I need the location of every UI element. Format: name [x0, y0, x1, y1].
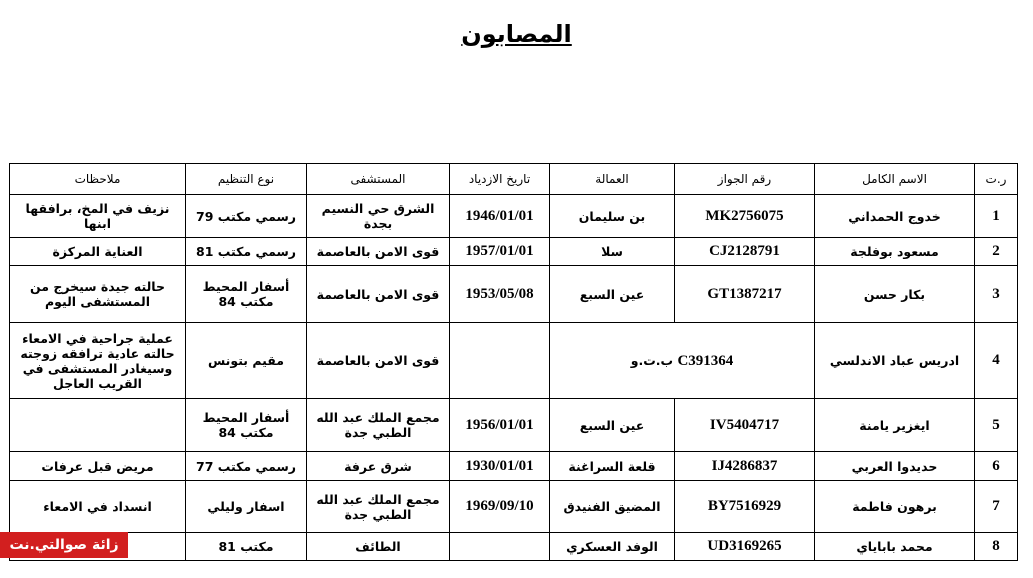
cell-notes: انسداد في الامعاء — [10, 481, 186, 533]
table-row — [10, 195, 1018, 238]
cell-hospital: مجمع الملك عبد الله الطبي جدة — [307, 399, 450, 452]
cell-passport: IV5404717 — [675, 399, 815, 452]
cell-name: ادريس عباد الاندلسي — [815, 323, 975, 399]
cell-type: رسمي مكتب 77 — [186, 452, 307, 481]
cell-merged-passport — [550, 323, 815, 399]
table-row — [10, 238, 1018, 266]
cell-name: حديدوا العربي — [815, 452, 975, 481]
merged-code: C391364 — [677, 352, 734, 369]
cell-province: قلعة السراغنة — [550, 452, 675, 481]
cell-birth — [450, 533, 550, 561]
cell-birth: 1946/01/01 — [450, 195, 550, 238]
cell-notes — [10, 399, 186, 452]
cell-index: 1 — [975, 195, 1018, 238]
cell-birth: 1969/09/10 — [450, 481, 550, 533]
header-notes: ملاحظات — [10, 164, 186, 195]
cell-passport: CJ2128791 — [675, 238, 815, 266]
header-name: الاسم الكامل — [815, 164, 975, 195]
cell-type: مكتب 81 — [186, 533, 307, 561]
table-row — [10, 533, 1018, 561]
cell-birth: 1930/01/01 — [450, 452, 550, 481]
cell-province: عين السبع — [550, 266, 675, 323]
cell-index: 8 — [975, 533, 1018, 561]
page-title: المصابون — [461, 20, 572, 48]
merged-prefix: ب.ت.و — [630, 352, 674, 368]
cell-passport: IJ4286837 — [675, 452, 815, 481]
cell-province: الوفد العسكري — [550, 533, 675, 561]
table-row — [10, 323, 1018, 399]
cell-hospital: قوى الامن بالعاصمة — [307, 266, 450, 323]
cell-birth — [450, 323, 550, 399]
cell-province: سلا — [550, 238, 675, 266]
header-province: العمالة — [550, 164, 675, 195]
cell-province: المضيق الفنيدق — [550, 481, 675, 533]
cell-notes: عملية جراحية في الامعاء حالته عادية ترافقه زوجته وسيغادر المستشفى في القريب العاجل — [10, 323, 186, 399]
cell-index: 5 — [975, 399, 1018, 452]
cell-province: عين السبع — [550, 399, 675, 452]
cell-passport: MK2756075 — [675, 195, 815, 238]
header-hospital: المستشفى — [307, 164, 450, 195]
cell-type: مقيم بتونس — [186, 323, 307, 399]
cell-type: رسمي مكتب 81 — [186, 238, 307, 266]
cell-name: محمد باباياي — [815, 533, 975, 561]
table-row — [10, 452, 1018, 481]
cell-notes: مريض قبل عرفات — [10, 452, 186, 481]
cell-index: 7 — [975, 481, 1018, 533]
cell-hospital: مجمع الملك عبد الله الطبي جدة — [307, 481, 450, 533]
cell-birth: 1956/01/01 — [450, 399, 550, 452]
cell-birth: 1953/05/08 — [450, 266, 550, 323]
cell-notes: حالته جيدة سيخرج من المستشفى اليوم — [10, 266, 186, 323]
table-row — [10, 266, 1018, 323]
cell-index: 3 — [975, 266, 1018, 323]
header-birth: تاريخ الازدياد — [450, 164, 550, 195]
header-type: نوع التنظيم — [186, 164, 307, 195]
cell-name: خدوج الحمداني — [815, 195, 975, 238]
table-row — [10, 399, 1018, 452]
header-index: ر.ت — [975, 164, 1018, 195]
table-header-row — [10, 164, 1018, 195]
cell-passport: GT1387217 — [675, 266, 815, 323]
cell-hospital: الطائف — [307, 533, 450, 561]
cell-passport: BY7516929 — [675, 481, 815, 533]
cell-type: أسفار المحيط مكتب 84 — [186, 399, 307, 452]
cell-birth: 1957/01/01 — [450, 238, 550, 266]
cell-hospital: قوى الامن بالعاصمة — [307, 238, 450, 266]
cell-name: مسعود بوفلجة — [815, 238, 975, 266]
cell-index: 6 — [975, 452, 1018, 481]
table-row — [10, 481, 1018, 533]
cell-type: اسفار وليلي — [186, 481, 307, 533]
cell-hospital: قوى الامن بالعاصمة — [307, 323, 450, 399]
cell-notes: العناية المركزة — [10, 238, 186, 266]
cell-name: ايغزير يامنة — [815, 399, 975, 452]
cell-name: برهون فاطمة — [815, 481, 975, 533]
cell-province: بن سليمان — [550, 195, 675, 238]
cell-hospital: الشرق حي النسيم بجدة — [307, 195, 450, 238]
cell-type: أسفار المحيط مكتب 84 — [186, 266, 307, 323]
cell-index: 2 — [975, 238, 1018, 266]
cell-name: بكار حسن — [815, 266, 975, 323]
injured-table — [9, 163, 1018, 561]
cell-index: 4 — [975, 323, 1018, 399]
header-passport: رقم الجواز — [675, 164, 815, 195]
cell-notes: نزيف في المخ، برافقها ابنها — [10, 195, 186, 238]
watermark-badge: زائة صوالتي.نت — [0, 532, 128, 558]
cell-type: رسمي مكتب 79 — [186, 195, 307, 238]
cell-hospital: شرق عرفة — [307, 452, 450, 481]
cell-passport: UD3169265 — [675, 533, 815, 561]
